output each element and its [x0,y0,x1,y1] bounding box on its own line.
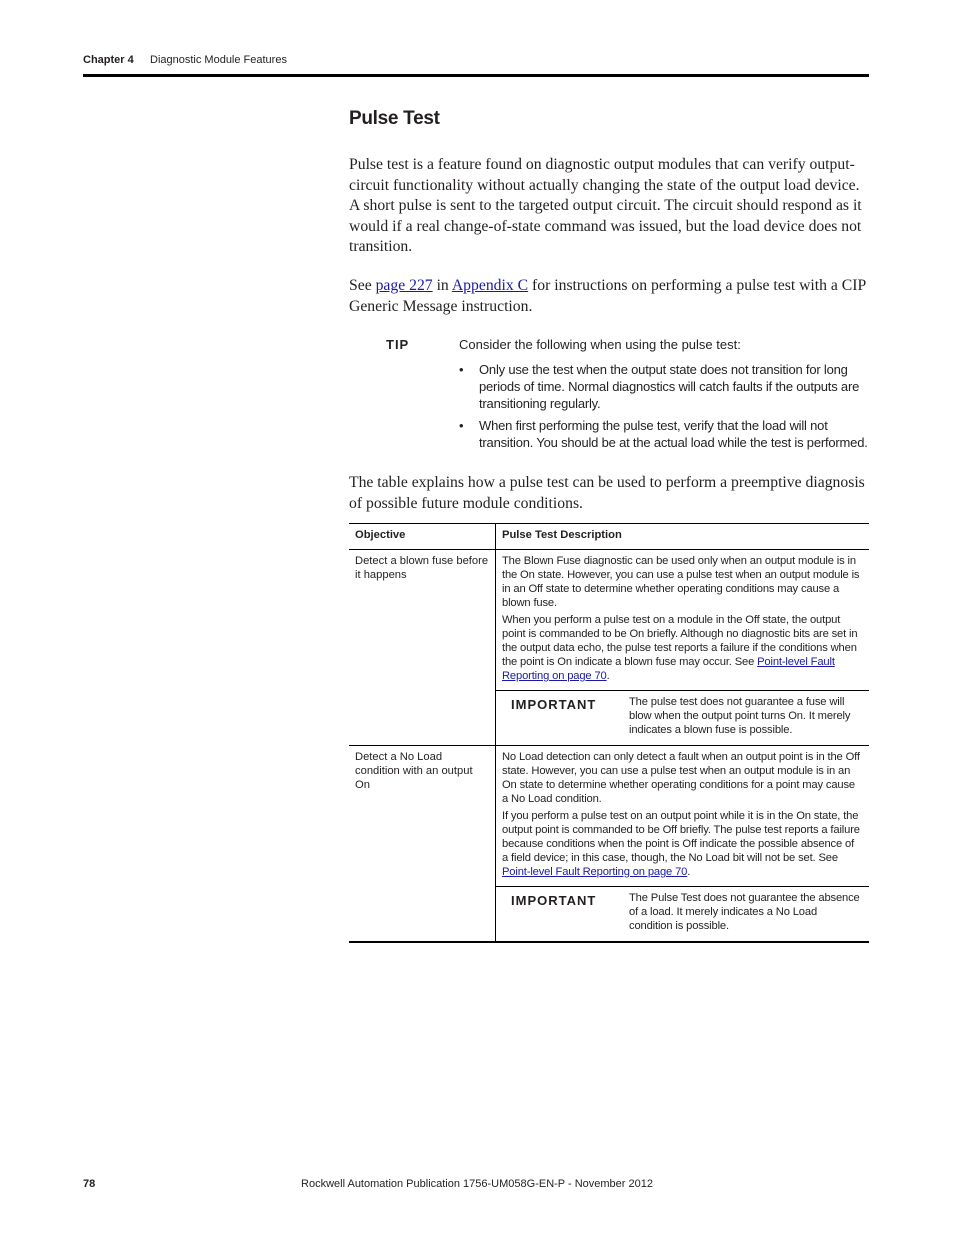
chapter-label: Chapter 4 [83,54,134,66]
tip-bullet-item [459,361,871,412]
fault-reporting-link[interactable]: Point-level Fault Reporting on page 70 [502,866,688,878]
important-text: The pulse test does not guarantee a fuse will blow when the output point turns On. It merely indicates a blown fuse is possible. [629,696,851,736]
description-paragraph: No Load detection can only detect a fault when an output point is in the Off state. However, you can use a pulse test when an output module is in an On state to determine whether operating conditions for a point may cause a No Load condition. [502,751,860,805]
tip-label: TIP [386,337,410,352]
tip-bullet-text: Only use the test when the output state does not transition for long periods of time. Normal diagnostics will catch faults if the outputs are transitioning regularly. [479,362,860,411]
description-end: . [687,866,691,878]
description-text: When you perform a pulse test on a module in the Off state, the output point is commanded to be On briefly. Although no diagnostic bits are set in the output data echo, the pulse test reports a failure if the conditions when the point is On indicate a blown fuse may occur. See [502,614,858,668]
tip-bullet-text: When first performing the pulse test, verify that the load will not transition. You should be at the actual load while the test is performed. [479,418,868,450]
table-intro: The table explains how a pulse test can be used to perform a preemptive diagnosis of possible future module conditions. [349,474,865,512]
important-text: The Pulse Test does not guarantee the absence of a load. It merely indicates a No Load condition is possible. [629,892,860,932]
description-paragraph: The Blown Fuse diagnostic can be used only when an output module is in the On state. However, you can use a pulse test when an output module is in an Off state to determine whether operating conditions may cause a blown fuse. [502,555,860,609]
objective-cell: Detect a blown fuse before it happens [349,550,496,746]
tip-bullet-item [459,417,871,451]
table-row [349,550,869,691]
see-suffix: for instructions on performing a pulse test with a CIP Generic Message instruction. [349,277,866,315]
header-description: Pulse Test Description [496,524,870,550]
header-divider [83,74,869,77]
page-header [83,54,287,66]
important-label: IMPORTANT [511,697,597,712]
bullet-icon: • [459,362,464,377]
fault-reporting-link[interactable]: Point-level Fault Reporting on page 70 [502,656,835,682]
intro-paragraph: Pulse test is a feature found on diagnostic output modules that can verify output-circuit functionality without actually changing the state of the output load device. A short pulse is sent to the targeted output circuit. The circuit should respond as it would if a real change-of-state command was issued, but the load device does not transition. [349,156,862,255]
description-cell [496,550,870,691]
description-paragraph [502,809,863,879]
page-number: 78 [83,1178,96,1190]
important-cell [496,887,870,943]
header-objective: Objective [349,524,496,550]
appendix-c-link[interactable]: Appendix C [451,277,529,294]
objective-cell: Detect a No Load condition with an output On [349,746,496,943]
important-note [496,691,869,745]
section-label: Diagnostic Module Features [150,54,287,66]
see-paragraph [349,276,871,317]
page-title: Pulse Test [349,108,440,129]
important-cell [496,691,870,746]
publication-info: Rockwell Automation Publication 1756-UM058G-EN-P - November 2012 [301,1178,653,1190]
description-end: . [606,670,610,682]
description-cell [496,746,870,887]
description-paragraph [502,613,863,683]
table-header-row [349,524,869,550]
tip-list [459,361,871,456]
important-note [496,887,869,941]
see-prefix: See [349,277,376,294]
pulse-test-table [349,523,869,943]
description-text: If you perform a pulse test on an output point while it is in the On state, the output point is commanded to be Off briefly. The pulse test reports a failure because conditions when the point is Off indicate the possible absence of a field device; in this case, though, the No Load bit will not be set. See [502,810,860,864]
bullet-icon: • [459,418,464,433]
important-label: IMPORTANT [511,893,597,908]
see-middle: in [432,277,452,294]
table-row [349,746,869,887]
tip-intro: Consider the following when using the pulse test: [459,337,741,352]
page-227-link[interactable]: page 227 [375,277,433,294]
